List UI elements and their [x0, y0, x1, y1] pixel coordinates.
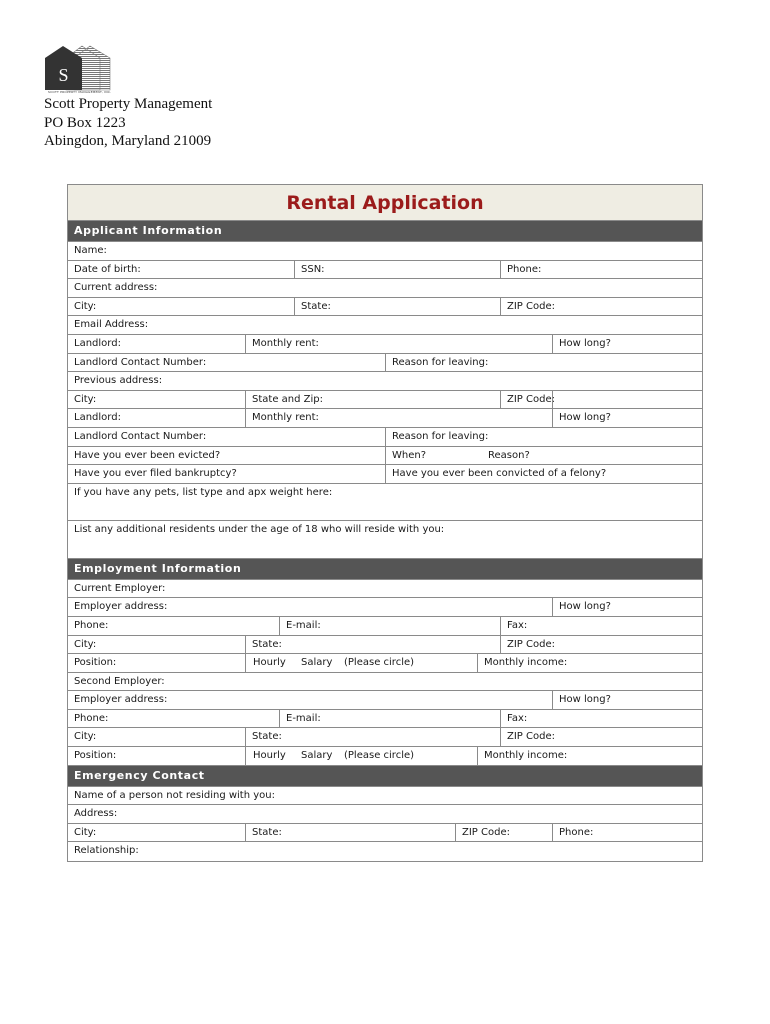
field-previous-address[interactable]: [68, 372, 702, 391]
field-prev-landlord[interactable]: Landlord:: [74, 412, 121, 424]
field-employer2-email[interactable]: E-mail:: [279, 710, 500, 728]
field-name[interactable]: [68, 242, 702, 261]
label-emergency-address: Address:: [74, 808, 118, 820]
field-email[interactable]: [68, 316, 702, 335]
row-employer2-address: [68, 691, 702, 710]
row-employer-city: [68, 636, 702, 655]
field-emergency-relationship[interactable]: [68, 842, 702, 861]
field-employer2-how-long[interactable]: How long?: [552, 691, 702, 709]
field-reason-leaving[interactable]: Reason for leaving:: [385, 354, 702, 372]
field-prev-monthly-rent[interactable]: Monthly rent:: [245, 409, 552, 427]
field-current-employer[interactable]: [68, 580, 702, 599]
row-landlord-contact: [68, 354, 702, 373]
label-pets: If you have any pets, list type and apx weight here:: [74, 486, 333, 498]
option-hourly[interactable]: Hourly: [253, 657, 286, 669]
field-city[interactable]: City:: [74, 300, 97, 312]
field-employer2-monthly-income[interactable]: Monthly income:: [477, 747, 702, 765]
field-current-address[interactable]: [68, 279, 702, 298]
form-title: Rental Application: [68, 185, 702, 221]
label-name: Name:: [74, 245, 107, 256]
field-employer-position[interactable]: Position:: [74, 657, 117, 669]
label-please-circle: (Please circle): [344, 657, 415, 669]
row-prev-city-state-zip: [68, 391, 702, 410]
field-pay-type[interactable]: [245, 654, 477, 672]
field-employer2-address[interactable]: Employer address:: [74, 694, 168, 706]
field-employer-state[interactable]: State:: [245, 636, 500, 654]
company-name: Scott Property Management: [44, 96, 213, 112]
field-landlord[interactable]: Landlord:: [74, 337, 121, 349]
row-landlord-rent: [68, 335, 702, 354]
field-employer-phone[interactable]: Phone:: [74, 619, 109, 631]
field-zip[interactable]: ZIP Code:: [500, 298, 702, 316]
field-evicted[interactable]: Have you ever been evicted?: [74, 449, 221, 461]
field-employer2-pay-type[interactable]: [245, 747, 477, 765]
field-employer2-state[interactable]: State:: [245, 728, 500, 746]
field-date-of-birth[interactable]: Date of birth:: [74, 263, 141, 275]
field-phone[interactable]: Phone:: [500, 261, 702, 279]
field-state[interactable]: State:: [294, 298, 500, 316]
field-employer-zip[interactable]: ZIP Code:: [500, 636, 702, 654]
row-city-state-zip: [68, 298, 702, 317]
row-employer2-city: [68, 728, 702, 747]
field-employer-how-long[interactable]: How long?: [552, 598, 702, 616]
label-email: Email Address:: [74, 319, 149, 331]
label-additional-residents: List any additional residents under the age of 18 who will reside with you:: [74, 524, 445, 536]
row-bankruptcy: [68, 465, 702, 484]
field-pets[interactable]: [68, 484, 702, 522]
label-reason: Reason?: [488, 449, 530, 461]
row-employer-address: [68, 598, 702, 617]
field-bankruptcy[interactable]: Have you ever filed bankruptcy?: [74, 468, 237, 480]
row-dob-ssn-phone: [68, 261, 702, 280]
section-employment-information: Employment Information: [68, 559, 702, 580]
field-additional-residents[interactable]: [68, 521, 702, 559]
field-prev-reason-leaving[interactable]: Reason for leaving:: [385, 428, 702, 446]
row-prev-landlord-rent: [68, 409, 702, 428]
field-emergency-city[interactable]: City:: [74, 826, 97, 838]
field-emergency-address[interactable]: [68, 805, 702, 824]
field-employer2-zip[interactable]: ZIP Code:: [500, 728, 702, 746]
option-salary-2[interactable]: Salary: [301, 750, 333, 762]
row-employer2-position: [68, 747, 702, 766]
row-employer-position: [68, 654, 702, 673]
field-felony[interactable]: Have you ever been convicted of a felony?: [385, 465, 702, 483]
field-employer-email[interactable]: E-mail:: [279, 617, 500, 635]
option-hourly-2[interactable]: Hourly: [253, 750, 286, 762]
field-employer2-phone[interactable]: Phone:: [74, 712, 109, 724]
field-prev-landlord-contact[interactable]: Landlord Contact Number:: [74, 430, 207, 442]
field-employer2-city[interactable]: City:: [74, 731, 97, 743]
company-logo: [44, 44, 114, 96]
option-salary[interactable]: Salary: [301, 657, 333, 669]
field-monthly-income[interactable]: Monthly income:: [477, 654, 702, 672]
label-second-employer: Second Employer:: [74, 675, 165, 687]
field-monthly-rent[interactable]: Monthly rent:: [245, 335, 552, 353]
label-previous-address: Previous address:: [74, 375, 163, 387]
field-employer2-position[interactable]: Position:: [74, 750, 117, 762]
field-employer-city[interactable]: City:: [74, 638, 97, 650]
field-prev-how-long[interactable]: How long?: [552, 409, 702, 427]
field-how-long[interactable]: How long?: [552, 335, 702, 353]
field-employer2-fax[interactable]: Fax:: [500, 710, 702, 728]
field-second-employer[interactable]: [68, 673, 702, 692]
label-emergency-relationship: Relationship:: [74, 845, 139, 857]
field-emergency-phone[interactable]: Phone:: [552, 824, 702, 842]
field-employer-address[interactable]: Employer address:: [74, 601, 168, 613]
label-emergency-name: Name of a person not residing with you:: [74, 789, 275, 801]
logo-caption: SCOTT PROPERTY MANAGEMENT, INC.: [48, 90, 112, 94]
address-line-2: Abingdon, Maryland 21009: [44, 133, 212, 149]
field-landlord-contact[interactable]: Landlord Contact Number:: [74, 356, 207, 368]
label-please-circle-2: (Please circle): [344, 750, 415, 762]
label-when: When?: [392, 449, 427, 461]
field-emergency-zip[interactable]: ZIP Code:: [455, 824, 552, 842]
address-line-1: PO Box 1223: [44, 114, 126, 131]
label-current-employer: Current Employer:: [74, 582, 166, 594]
field-ssn[interactable]: SSN:: [294, 261, 500, 279]
field-prev-city[interactable]: City:: [74, 393, 97, 405]
field-emergency-state[interactable]: State:: [245, 824, 455, 842]
rental-application-form: [67, 184, 703, 862]
field-prev-zip[interactable]: ZIP Code:: [500, 391, 552, 409]
field-emergency-name[interactable]: [68, 787, 702, 806]
row-prev-landlord-contact: [68, 428, 702, 447]
field-prev-blank[interactable]: [552, 391, 702, 409]
svg-text:S: S: [58, 65, 69, 85]
row-evicted: [68, 447, 702, 466]
label-current-address: Current address:: [74, 282, 158, 294]
section-emergency-contact: Emergency Contact: [68, 766, 702, 787]
row-employer-phone: [68, 617, 702, 636]
field-prev-state-zip[interactable]: State and Zip:: [245, 391, 500, 409]
company-address: [44, 95, 212, 151]
company-header: [44, 44, 114, 96]
house-logo-icon: [44, 44, 114, 92]
row-employer2-phone: [68, 710, 702, 729]
section-applicant-information: Applicant Information: [68, 221, 702, 242]
field-employer-fax[interactable]: Fax:: [500, 617, 702, 635]
field-evicted-when[interactable]: [385, 447, 702, 465]
row-emergency-city: [68, 824, 702, 843]
